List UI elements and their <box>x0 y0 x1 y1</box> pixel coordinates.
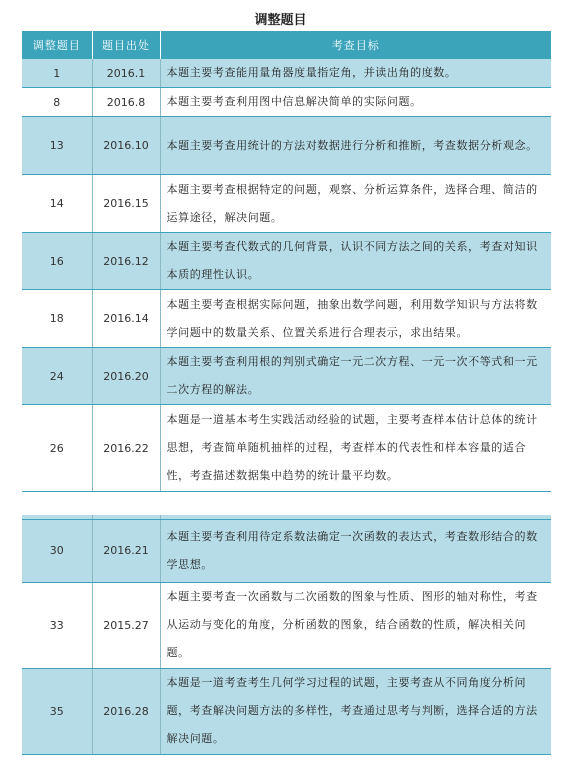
row-goal: 本题主要考查利用根的判别式确定一元二次方程、一元一次不等式和一元二次方程的解法。 <box>160 348 551 405</box>
table-row <box>22 668 551 754</box>
header-goal: 考查目标 <box>160 31 551 59</box>
row-number: 14 <box>22 175 92 233</box>
row-goal: 本题主要考查利用待定系数法确定一次函数的表达式，考查数形结合的数学思想。 <box>160 519 551 582</box>
row-source: 2016.28 <box>92 668 160 754</box>
table-row <box>22 348 551 405</box>
table-header-row <box>22 31 551 59</box>
table-row <box>22 175 551 233</box>
row-goal: 本题主要考查一次函数与二次函数的图象与性质、图形的轴对称性，考查从运动与变化的角度，分析函数的图象，结合函数的性质，解决相关问题。 <box>160 582 551 668</box>
row-source: 2016.21 <box>92 519 160 582</box>
row-number: 18 <box>22 290 92 348</box>
row-number: 1 <box>22 59 92 88</box>
row-goal: 本题主要考查代数式的几何背景，认识不同方法之间的关系，考查对知识本质的理性认识。 <box>160 233 551 290</box>
table-row <box>22 290 551 348</box>
header-source: 题目出处 <box>92 31 160 59</box>
row-number: 33 <box>22 582 92 668</box>
row-source: 2015.27 <box>92 582 160 668</box>
goals-table-bottom <box>22 515 551 755</box>
row-source: 2016.15 <box>92 175 160 233</box>
row-number: 26 <box>22 405 92 492</box>
table-row <box>22 405 551 492</box>
row-number: 35 <box>22 668 92 754</box>
row-source: 2016.10 <box>92 117 160 175</box>
row-goal: 本题是一道考查考生几何学习过程的试题，主要考查从不同角度分析问题，考查解决问题方法的多样性，考查通过思考与判断，选择合适的方法解决问题。 <box>160 668 551 754</box>
table-row <box>22 117 551 175</box>
goals-table-top <box>22 31 551 492</box>
row-source: 2016.22 <box>92 405 160 492</box>
table-row <box>22 582 551 668</box>
row-source: 2016.20 <box>92 348 160 405</box>
row-source: 2016.12 <box>92 233 160 290</box>
table-row <box>22 233 551 290</box>
row-source: 2016.14 <box>92 290 160 348</box>
table-row <box>22 59 551 88</box>
row-number: 8 <box>22 88 92 117</box>
row-source: 2016.1 <box>92 59 160 88</box>
row-number: 16 <box>22 233 92 290</box>
row-goal: 本题是一道基本考生实践活动经验的试题，主要考查样本估计总体的统计思想，考查简单随机抽样的过程，考查样本的代表性和样本容量的适合性，考查描述数据集中趋势的统计量平均数。 <box>160 405 551 492</box>
row-goal: 本题主要考查根据实际问题，抽象出数学问题，利用数学知识与方法将数学问题中的数量关系、位置关系进行合理表示，求出结果。 <box>160 290 551 348</box>
row-goal: 本题主要考查利用图中信息解决简单的实际问题。 <box>160 88 551 117</box>
table-row <box>22 519 551 582</box>
page-title: 调整题目 <box>254 13 307 28</box>
header-number: 调整题目 <box>22 31 92 59</box>
table-row <box>22 88 551 117</box>
row-goal: 本题主要考查能用量角器度量指定角，并读出角的度数。 <box>160 59 551 88</box>
row-number: 24 <box>22 348 92 405</box>
row-goal: 本题主要考查根据特定的问题，观察、分析运算条件，选择合理、简洁的运算途径，解决问题。 <box>160 175 551 233</box>
row-number: 30 <box>22 519 92 582</box>
row-source: 2016.8 <box>92 88 160 117</box>
row-number: 13 <box>22 117 92 175</box>
row-goal: 本题主要考查用统计的方法对数据进行分析和推断，考查数据分析观念。 <box>160 117 551 175</box>
